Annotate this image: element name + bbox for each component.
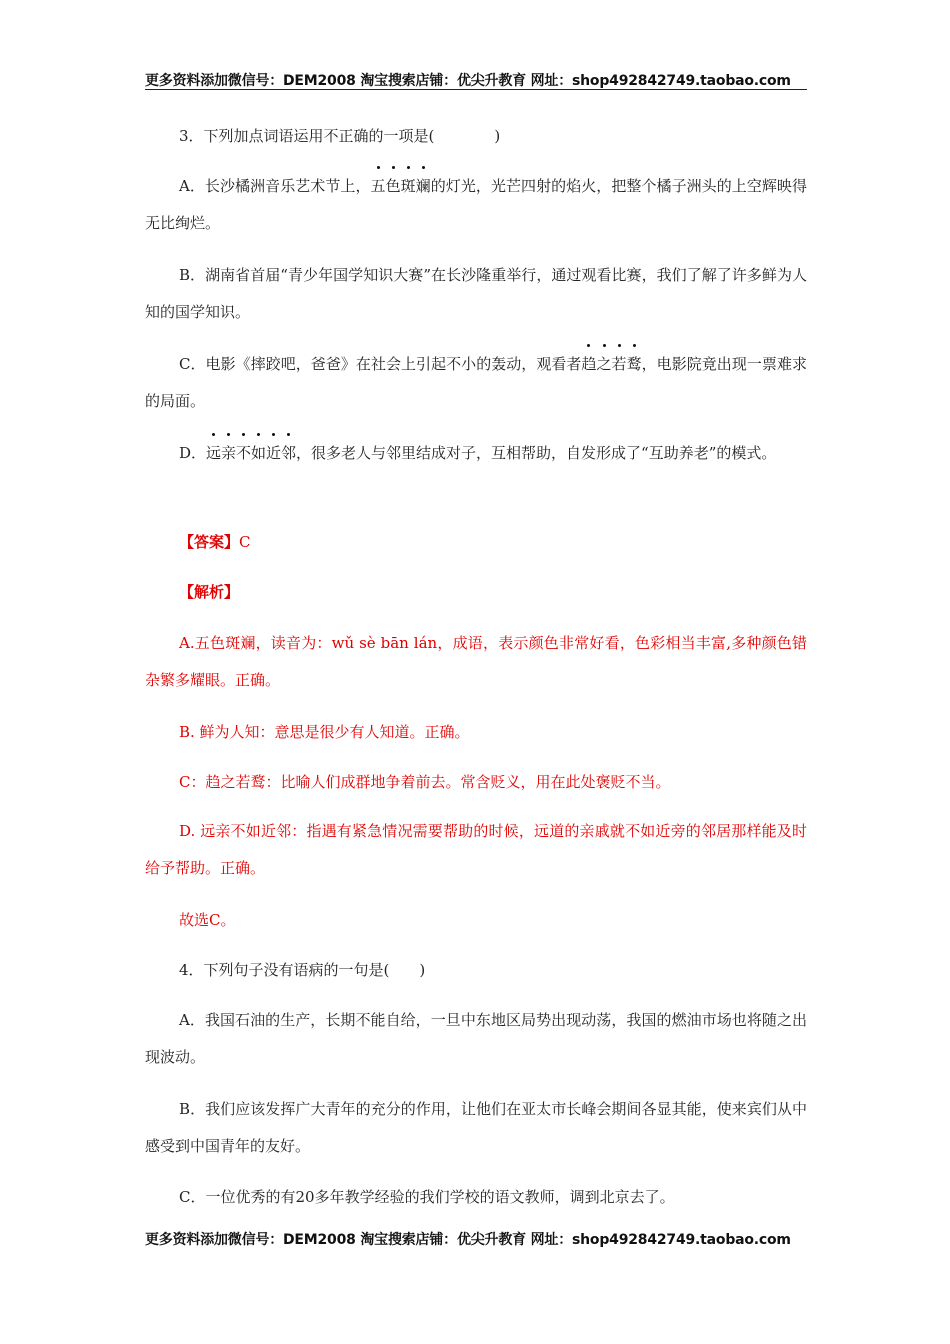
emphasized-term-text: 鲜为人知 xyxy=(145,266,807,321)
question-4-option-a: A．我国石油的生产，长期不能自给，一旦中东地区局势出现动荡，我国的燃油市场也将随之出现波动。 xyxy=(145,1011,807,1066)
option-a-post: 的灯光，光芒四射的焰火，把整个橘子洲头的上空辉映得无比绚烂。 xyxy=(145,177,807,232)
question-4-option-b: B．我们应该发挥广大青年的充分的作用，让他们在亚太市长峰会期间各显其能，使来宾们从中感受到中国青年的友好。 xyxy=(145,1100,807,1155)
analysis-line-a: A.五色斑斓，读音为：wǔ sè bān lán，成语，表示颜色非常好看，色彩相当丰富,多种颜色错杂繁多耀眼。正确。 xyxy=(145,634,807,689)
emphasis-dots xyxy=(371,166,431,172)
emphasis-dots xyxy=(206,433,296,439)
analysis-label: 【解析】 xyxy=(179,583,240,601)
option-a-pre: A．长沙橘洲音乐艺术节上， xyxy=(179,177,371,195)
question-4-option-c: C．一位优秀的有20多年教学经验的我们学校的语文教师，调到北京去了。 xyxy=(179,1188,675,1206)
answer-label: 【答案】 xyxy=(179,533,240,551)
option-b-pre: B．湖南省首届“青少年国学知识大赛”在长沙隆重举行，通过观看比赛，我们了解了许多 xyxy=(179,266,762,284)
page-footer: 更多资料添加微信号：DEM2008 淘宝搜索店铺：优尖升教育 网址：shop492842749.taobao.com xyxy=(145,1232,791,1248)
question-3-option-a xyxy=(145,168,807,242)
emphasized-term-d xyxy=(206,444,296,462)
emphasized-term-text: 趋之若鹜 xyxy=(581,355,642,373)
emphasized-term-text: 五色斑斓 xyxy=(370,177,431,195)
analysis-line-b: B. 鲜为人知：意思是很少有人知道。正确。 xyxy=(179,723,470,741)
analysis-conclusion: 故选C。 xyxy=(179,911,236,929)
question-3-option-d xyxy=(145,435,807,472)
emphasized-term-c xyxy=(581,355,641,373)
option-c-pre: C．电影《摔跤吧，爸爸》在社会上引起不小的轰动，观看者 xyxy=(179,355,582,373)
option-b-post: 的国学知识。 xyxy=(160,303,251,321)
question-3-stem: 3．下列加点词语运用不正确的一项是( ) xyxy=(179,127,501,145)
answer-value: C xyxy=(239,533,251,551)
option-d-pre: D． xyxy=(179,444,207,462)
emphasized-term-text: 远亲不如近邻 xyxy=(206,444,297,462)
emphasized-term-a xyxy=(371,177,431,195)
question-4-stem: 4．下列句子没有语病的一句是( ) xyxy=(179,961,426,979)
option-d-post: ，很多老人与邻里结成对子，互相帮助，自发形成了“互助养老”的模式。 xyxy=(296,444,777,462)
page-header: 更多资料添加微信号：DEM2008 淘宝搜索店铺：优尖升教育 网址：shop492842749.taobao.com xyxy=(145,73,791,89)
analysis-line-d: D. 远亲不如近邻：指遇有紧急情况需要帮助的时候，远道的亲戚就不如近旁的邻居那样能及时给予帮助。正确。 xyxy=(145,822,807,877)
question-3-option-c xyxy=(145,346,807,420)
option-c-post: ，电影院竟出现一票难求的局面。 xyxy=(145,355,807,410)
analysis-line-c: C：趋之若鹜：比喻人们成群地争着前去。常含贬义，用在此处褒贬不当。 xyxy=(179,773,671,791)
question-3-option-b xyxy=(145,257,807,331)
header-divider xyxy=(145,89,807,90)
emphasis-dots xyxy=(581,344,641,350)
answer-line xyxy=(145,524,807,561)
